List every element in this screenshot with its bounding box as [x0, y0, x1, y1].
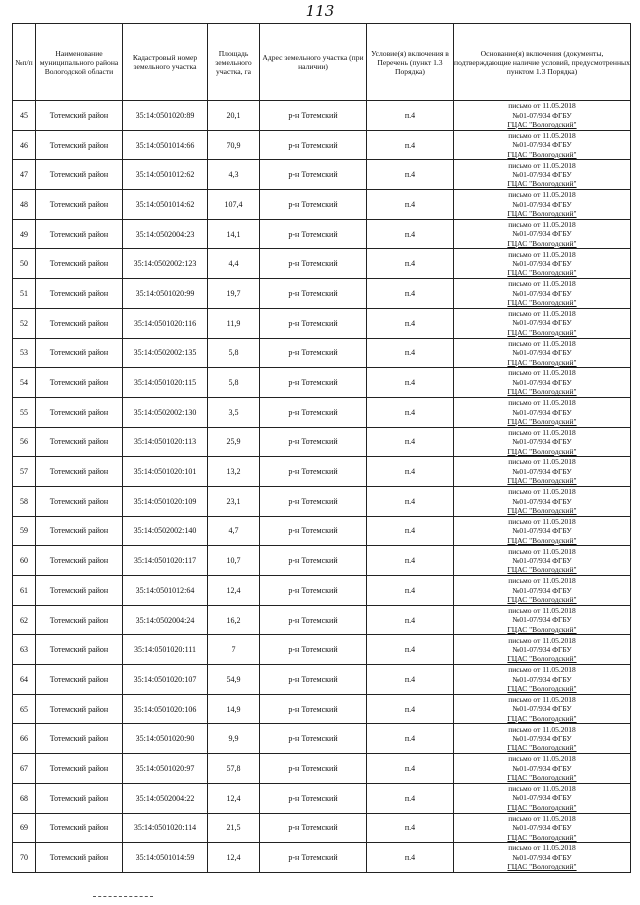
table-row — [13, 308, 631, 338]
cell-district: Тотемский район — [36, 397, 123, 427]
page-number: 113 — [305, 2, 335, 20]
cell-district: Тотемский район — [36, 843, 123, 873]
cell-condition: п.4 — [367, 754, 454, 784]
basis-line2: №01-07/934 ФГБУ — [512, 645, 572, 655]
basis-line2: №01-07/934 ФГБУ — [512, 377, 572, 387]
cell-condition: п.4 — [367, 813, 454, 843]
cell-basis — [454, 338, 631, 368]
cell-address: р-н Тотемский — [260, 308, 367, 338]
cell-cadastral: 35:14:0501020:97 — [123, 754, 208, 784]
basis-line3: ГЦАС "Вологодский" — [507, 327, 577, 337]
cell-area: 7 — [208, 635, 260, 665]
header-num: №п/п — [13, 24, 36, 101]
cell-basis — [454, 843, 631, 873]
cell-condition: п.4 — [367, 457, 454, 487]
cell-condition: п.4 — [367, 279, 454, 309]
cell-cadastral: 35:14:0502002:135 — [123, 338, 208, 368]
cell-district: Тотемский район — [36, 368, 123, 398]
cell-address: р-н Тотемский — [260, 694, 367, 724]
cell-condition: п.4 — [367, 486, 454, 516]
cell-district: Тотемский район — [36, 219, 123, 249]
cell-address: р-н Тотемский — [260, 338, 367, 368]
cell-cadastral: 35:14:0501020:107 — [123, 665, 208, 695]
basis-line1: письмо от 11.05.2018 — [508, 309, 576, 319]
cell-num: 70 — [13, 843, 36, 873]
basis-line2: №01-07/934 ФГБУ — [512, 526, 572, 536]
basis-line3: ГЦАС "Вологодский" — [507, 773, 577, 783]
cell-address: р-н Тотемский — [260, 576, 367, 606]
cell-area: 14,9 — [208, 694, 260, 724]
basis-line2: №01-07/934 ФГБУ — [512, 288, 572, 298]
cell-basis — [454, 605, 631, 635]
cell-condition: п.4 — [367, 665, 454, 695]
basis-line1: письмо от 11.05.2018 — [508, 101, 576, 111]
cell-condition: п.4 — [367, 308, 454, 338]
cell-area: 4,4 — [208, 249, 260, 279]
table-row — [13, 279, 631, 309]
cell-num: 65 — [13, 694, 36, 724]
cell-cadastral: 35:14:0501020:89 — [123, 101, 208, 131]
cell-num: 45 — [13, 101, 36, 131]
basis-line3: ГЦАС "Вологодский" — [507, 387, 577, 397]
basis-line3: ГЦАС "Вологодский" — [507, 862, 577, 872]
cell-address: р-н Тотемский — [260, 813, 367, 843]
cell-cadastral: 35:14:0502004:22 — [123, 783, 208, 813]
basis-line2: №01-07/934 ФГБУ — [512, 259, 572, 269]
cell-basis — [454, 754, 631, 784]
cell-num: 52 — [13, 308, 36, 338]
cell-condition: п.4 — [367, 190, 454, 220]
cell-address: р-н Тотемский — [260, 724, 367, 754]
cell-cadastral: 35:14:0502004:24 — [123, 605, 208, 635]
cell-basis — [454, 724, 631, 754]
cell-district: Тотемский район — [36, 546, 123, 576]
basis-line3: ГЦАС "Вологодский" — [507, 120, 577, 130]
cell-area: 13,2 — [208, 457, 260, 487]
basis-line1: письмо от 11.05.2018 — [508, 576, 576, 586]
table-row — [13, 605, 631, 635]
basis-line2: №01-07/934 ФГБУ — [512, 734, 572, 744]
cell-cadastral: 35:14:0501020:106 — [123, 694, 208, 724]
cell-condition: п.4 — [367, 635, 454, 665]
cell-address: р-н Тотемский — [260, 427, 367, 457]
cell-address: р-н Тотемский — [260, 516, 367, 546]
cell-address: р-н Тотемский — [260, 368, 367, 398]
cell-area: 12,4 — [208, 576, 260, 606]
cell-basis — [454, 457, 631, 487]
cell-num: 48 — [13, 190, 36, 220]
basis-line1: письмо от 11.05.2018 — [508, 724, 576, 734]
basis-line2: №01-07/934 ФГБУ — [512, 407, 572, 417]
basis-line3: ГЦАС "Вологодский" — [507, 595, 577, 605]
basis-line3: ГЦАС "Вологодский" — [507, 535, 577, 545]
basis-line2: №01-07/934 ФГБУ — [512, 555, 572, 565]
basis-line3: ГЦАС "Вологодский" — [507, 684, 577, 694]
basis-line3: ГЦАС "Вологодский" — [507, 802, 577, 812]
basis-line1: письмо от 11.05.2018 — [508, 694, 576, 704]
cell-condition: п.4 — [367, 516, 454, 546]
cell-district: Тотемский район — [36, 605, 123, 635]
cell-condition: п.4 — [367, 605, 454, 635]
basis-line2: №01-07/934 ФГБУ — [512, 437, 572, 447]
cell-condition: п.4 — [367, 546, 454, 576]
table-row — [13, 219, 631, 249]
table-row — [13, 190, 631, 220]
cell-district: Тотемский район — [36, 576, 123, 606]
table-row — [13, 783, 631, 813]
cell-condition: п.4 — [367, 397, 454, 427]
cell-district: Тотемский район — [36, 130, 123, 160]
basis-line2: №01-07/934 ФГБУ — [512, 229, 572, 239]
cell-basis — [454, 576, 631, 606]
cell-address: р-н Тотемский — [260, 397, 367, 427]
basis-line2: №01-07/934 ФГБУ — [512, 199, 572, 209]
cell-cadastral: 35:14:0502002:130 — [123, 397, 208, 427]
cell-condition: п.4 — [367, 783, 454, 813]
basis-line2: №01-07/934 ФГБУ — [512, 170, 572, 180]
cell-num: 53 — [13, 338, 36, 368]
cell-basis — [454, 783, 631, 813]
cell-condition: п.4 — [367, 576, 454, 606]
cell-cadastral: 35:14:0501014:66 — [123, 130, 208, 160]
basis-line1: письмо от 11.05.2018 — [508, 516, 576, 526]
cell-area: 5,8 — [208, 338, 260, 368]
cell-basis — [454, 486, 631, 516]
basis-line3: ГЦАС "Вологодский" — [507, 476, 577, 486]
cell-cadastral: 35:14:0501020:116 — [123, 308, 208, 338]
basis-line3: ГЦАС "Вологодский" — [507, 298, 577, 308]
cell-basis — [454, 694, 631, 724]
cell-address: р-н Тотемский — [260, 190, 367, 220]
basis-line1: письмо от 11.05.2018 — [508, 219, 576, 229]
cell-district: Тотемский район — [36, 427, 123, 457]
cell-basis — [454, 516, 631, 546]
table-row — [13, 813, 631, 843]
cell-area: 70,9 — [208, 130, 260, 160]
basis-line3: ГЦАС "Вологодский" — [507, 357, 577, 367]
cell-basis — [454, 190, 631, 220]
basis-line3: ГЦАС "Вологодский" — [507, 268, 577, 278]
cell-basis — [454, 219, 631, 249]
cell-area: 20,1 — [208, 101, 260, 131]
basis-line2: №01-07/934 ФГБУ — [512, 615, 572, 625]
header-cadastral: Кадастровый номер земельного участка — [123, 24, 208, 101]
table-row — [13, 516, 631, 546]
cell-cadastral: 35:14:0501020:114 — [123, 813, 208, 843]
table-row — [13, 843, 631, 873]
header-condition: Условие(я) включения в Перечень (пункт 1.3 Порядка) — [367, 24, 454, 101]
basis-line2: №01-07/934 ФГБУ — [512, 110, 572, 120]
basis-line1: письмо от 11.05.2018 — [508, 605, 576, 615]
basis-line3: ГЦАС "Вологодский" — [507, 624, 577, 634]
cell-num: 49 — [13, 219, 36, 249]
table-row — [13, 249, 631, 279]
cell-district: Тотемский район — [36, 308, 123, 338]
cell-condition: п.4 — [367, 724, 454, 754]
cell-address: р-н Тотемский — [260, 843, 367, 873]
cell-address: р-н Тотемский — [260, 457, 367, 487]
cell-condition: п.4 — [367, 219, 454, 249]
header-basis: Основание(я) включения (документы, подтверждающие наличие условий, предусмотренных пунктом 1.3 Порядка) — [454, 24, 631, 101]
table-header-row — [13, 24, 631, 101]
cell-basis — [454, 249, 631, 279]
cell-num: 63 — [13, 635, 36, 665]
cell-condition: п.4 — [367, 249, 454, 279]
cell-basis — [454, 101, 631, 131]
basis-line3: ГЦАС "Вологодский" — [507, 446, 577, 456]
basis-line1: письмо от 11.05.2018 — [508, 398, 576, 408]
table-row — [13, 754, 631, 784]
basis-line1: письмо от 11.05.2018 — [508, 368, 576, 378]
cell-district: Тотемский район — [36, 160, 123, 190]
cell-num: 61 — [13, 576, 36, 606]
basis-line2: №01-07/934 ФГБУ — [512, 466, 572, 476]
cell-num: 66 — [13, 724, 36, 754]
cell-district: Тотемский район — [36, 279, 123, 309]
cell-num: 62 — [13, 605, 36, 635]
cell-area: 19,7 — [208, 279, 260, 309]
table-row — [13, 397, 631, 427]
cell-cadastral: 35:14:0501020:109 — [123, 486, 208, 516]
cell-address: р-н Тотемский — [260, 635, 367, 665]
cell-district: Тотемский район — [36, 457, 123, 487]
cell-district: Тотемский район — [36, 338, 123, 368]
basis-line2: №01-07/934 ФГБУ — [512, 704, 572, 714]
cell-district: Тотемский район — [36, 694, 123, 724]
cell-condition: п.4 — [367, 843, 454, 873]
cell-num: 54 — [13, 368, 36, 398]
basis-line3: ГЦАС "Вологодский" — [507, 565, 577, 575]
cell-cadastral: 35:14:0502002:140 — [123, 516, 208, 546]
cell-cadastral: 35:14:0501020:90 — [123, 724, 208, 754]
cell-address: р-н Тотемский — [260, 665, 367, 695]
table-row — [13, 427, 631, 457]
cell-basis — [454, 813, 631, 843]
table-row — [13, 724, 631, 754]
table-row — [13, 576, 631, 606]
cell-address: р-н Тотемский — [260, 101, 367, 131]
cell-district: Тотемский район — [36, 486, 123, 516]
cell-area: 57,8 — [208, 754, 260, 784]
cell-cadastral: 35:14:0501012:64 — [123, 576, 208, 606]
cell-basis — [454, 160, 631, 190]
basis-line1: письмо от 11.05.2018 — [508, 843, 576, 853]
table-row — [13, 665, 631, 695]
basis-line3: ГЦАС "Вологодский" — [507, 416, 577, 426]
table-row — [13, 101, 631, 131]
cell-address: р-н Тотемский — [260, 605, 367, 635]
cell-area: 25,9 — [208, 427, 260, 457]
cell-area: 16,2 — [208, 605, 260, 635]
basis-line1: письмо от 11.05.2018 — [508, 635, 576, 645]
cell-district: Тотемский район — [36, 101, 123, 131]
table-row — [13, 338, 631, 368]
cell-num: 60 — [13, 546, 36, 576]
cell-condition: п.4 — [367, 694, 454, 724]
table-row — [13, 694, 631, 724]
cell-basis — [454, 665, 631, 695]
cell-area: 11,9 — [208, 308, 260, 338]
cell-area: 107,4 — [208, 190, 260, 220]
cell-cadastral: 35:14:0502002:123 — [123, 249, 208, 279]
cell-condition: п.4 — [367, 101, 454, 131]
cell-area: 12,4 — [208, 843, 260, 873]
basis-line1: письмо от 11.05.2018 — [508, 754, 576, 764]
cell-condition: п.4 — [367, 427, 454, 457]
cell-num: 59 — [13, 516, 36, 546]
cell-cadastral: 35:14:0501020:113 — [123, 427, 208, 457]
cell-address: р-н Тотемский — [260, 486, 367, 516]
cell-area: 10,7 — [208, 546, 260, 576]
basis-line1: письмо от 11.05.2018 — [508, 665, 576, 675]
cell-address: р-н Тотемский — [260, 130, 367, 160]
cell-area: 5,8 — [208, 368, 260, 398]
table-row — [13, 486, 631, 516]
cell-cadastral: 35:14:0501014:59 — [123, 843, 208, 873]
basis-line2: №01-07/934 ФГБУ — [512, 318, 572, 328]
basis-line2: №01-07/934 ФГБУ — [512, 140, 572, 150]
cell-num: 64 — [13, 665, 36, 695]
cell-num: 50 — [13, 249, 36, 279]
cell-basis — [454, 546, 631, 576]
cell-district: Тотемский район — [36, 249, 123, 279]
basis-line1: письмо от 11.05.2018 — [508, 427, 576, 437]
table-row — [13, 546, 631, 576]
cell-basis — [454, 368, 631, 398]
basis-line3: ГЦАС "Вологодский" — [507, 238, 577, 248]
cell-district: Тотемский район — [36, 190, 123, 220]
cell-cadastral: 35:14:0501020:99 — [123, 279, 208, 309]
basis-line3: ГЦАС "Вологодский" — [507, 743, 577, 753]
cell-address: р-н Тотемский — [260, 160, 367, 190]
basis-line3: ГЦАС "Вологодский" — [507, 179, 577, 189]
basis-line1: письмо от 11.05.2018 — [508, 784, 576, 794]
basis-line1: письмо от 11.05.2018 — [508, 813, 576, 823]
basis-line1: письмо от 11.05.2018 — [508, 249, 576, 259]
cell-condition: п.4 — [367, 160, 454, 190]
basis-line2: №01-07/934 ФГБУ — [512, 348, 572, 358]
cell-num: 55 — [13, 397, 36, 427]
basis-line3: ГЦАС "Вологодский" — [507, 209, 577, 219]
table-row — [13, 160, 631, 190]
cell-area: 12,4 — [208, 783, 260, 813]
cell-cadastral: 35:14:0501014:62 — [123, 190, 208, 220]
cell-address: р-н Тотемский — [260, 219, 367, 249]
cell-district: Тотемский район — [36, 724, 123, 754]
cell-num: 47 — [13, 160, 36, 190]
basis-line1: письмо от 11.05.2018 — [508, 190, 576, 200]
cell-area: 21,5 — [208, 813, 260, 843]
cell-condition: п.4 — [367, 130, 454, 160]
cell-area: 54,9 — [208, 665, 260, 695]
cell-basis — [454, 397, 631, 427]
cell-cadastral: 35:14:0501020:117 — [123, 546, 208, 576]
cell-address: р-н Тотемский — [260, 279, 367, 309]
basis-line2: №01-07/934 ФГБУ — [512, 793, 572, 803]
cell-cadastral: 35:14:0501020:115 — [123, 368, 208, 398]
table-row — [13, 130, 631, 160]
basis-line1: письмо от 11.05.2018 — [508, 160, 576, 170]
cell-basis — [454, 308, 631, 338]
cell-cadastral: 35:14:0501020:111 — [123, 635, 208, 665]
basis-line3: ГЦАС "Вологодский" — [507, 832, 577, 842]
cell-basis — [454, 130, 631, 160]
basis-line3: ГЦАС "Вологодский" — [507, 654, 577, 664]
cell-area: 14,1 — [208, 219, 260, 249]
table-row — [13, 635, 631, 665]
cell-num: 46 — [13, 130, 36, 160]
basis-line2: №01-07/934 ФГБУ — [512, 763, 572, 773]
cell-address: р-н Тотемский — [260, 249, 367, 279]
cell-district: Тотемский район — [36, 754, 123, 784]
basis-line1: письмо от 11.05.2018 — [508, 487, 576, 497]
cell-basis — [454, 279, 631, 309]
basis-line1: письмо от 11.05.2018 — [508, 130, 576, 140]
cell-area: 3,5 — [208, 397, 260, 427]
cell-district: Тотемский район — [36, 813, 123, 843]
basis-line2: №01-07/934 ФГБУ — [512, 823, 572, 833]
table-row — [13, 457, 631, 487]
cell-basis — [454, 427, 631, 457]
land-plots-table — [12, 23, 631, 873]
cell-address: р-н Тотемский — [260, 783, 367, 813]
basis-line2: №01-07/934 ФГБУ — [512, 496, 572, 506]
cell-cadastral: 35:14:0501020:101 — [123, 457, 208, 487]
basis-line3: ГЦАС "Вологодский" — [507, 505, 577, 515]
cell-num: 57 — [13, 457, 36, 487]
cell-district: Тотемский район — [36, 516, 123, 546]
cell-area: 4,3 — [208, 160, 260, 190]
basis-line3: ГЦАС "Вологодский" — [507, 149, 577, 159]
header-area: Площадь земельного участка, га — [208, 24, 260, 101]
cell-condition: п.4 — [367, 368, 454, 398]
cell-num: 51 — [13, 279, 36, 309]
basis-line2: №01-07/934 ФГБУ — [512, 585, 572, 595]
cell-area: 23,1 — [208, 486, 260, 516]
cell-condition: п.4 — [367, 338, 454, 368]
cell-num: 56 — [13, 427, 36, 457]
table-row — [13, 368, 631, 398]
basis-line1: письмо от 11.05.2018 — [508, 546, 576, 556]
cell-cadastral: 35:14:0502004:23 — [123, 219, 208, 249]
cell-basis — [454, 635, 631, 665]
cell-cadastral: 35:14:0501012:62 — [123, 160, 208, 190]
header-address: Адрес земельного участка (при наличии) — [260, 24, 367, 101]
basis-line3: ГЦАС "Вологодский" — [507, 713, 577, 723]
basis-line2: №01-07/934 ФГБУ — [512, 674, 572, 684]
cell-area: 4,7 — [208, 516, 260, 546]
cell-num: 68 — [13, 783, 36, 813]
basis-line1: письмо от 11.05.2018 — [508, 457, 576, 467]
basis-line2: №01-07/934 ФГБУ — [512, 852, 572, 862]
cell-address: р-н Тотемский — [260, 546, 367, 576]
cell-address: р-н Тотемский — [260, 754, 367, 784]
cell-num: 58 — [13, 486, 36, 516]
cell-num: 69 — [13, 813, 36, 843]
cell-area: 9,9 — [208, 724, 260, 754]
cell-num: 67 — [13, 754, 36, 784]
cell-district: Тотемский район — [36, 635, 123, 665]
basis-line1: письмо от 11.05.2018 — [508, 338, 576, 348]
cell-district: Тотемский район — [36, 783, 123, 813]
footer-divider — [93, 896, 153, 897]
header-district: Наименование муниципального района Вологодской области — [36, 24, 123, 101]
cell-district: Тотемский район — [36, 665, 123, 695]
basis-line1: письмо от 11.05.2018 — [508, 279, 576, 289]
